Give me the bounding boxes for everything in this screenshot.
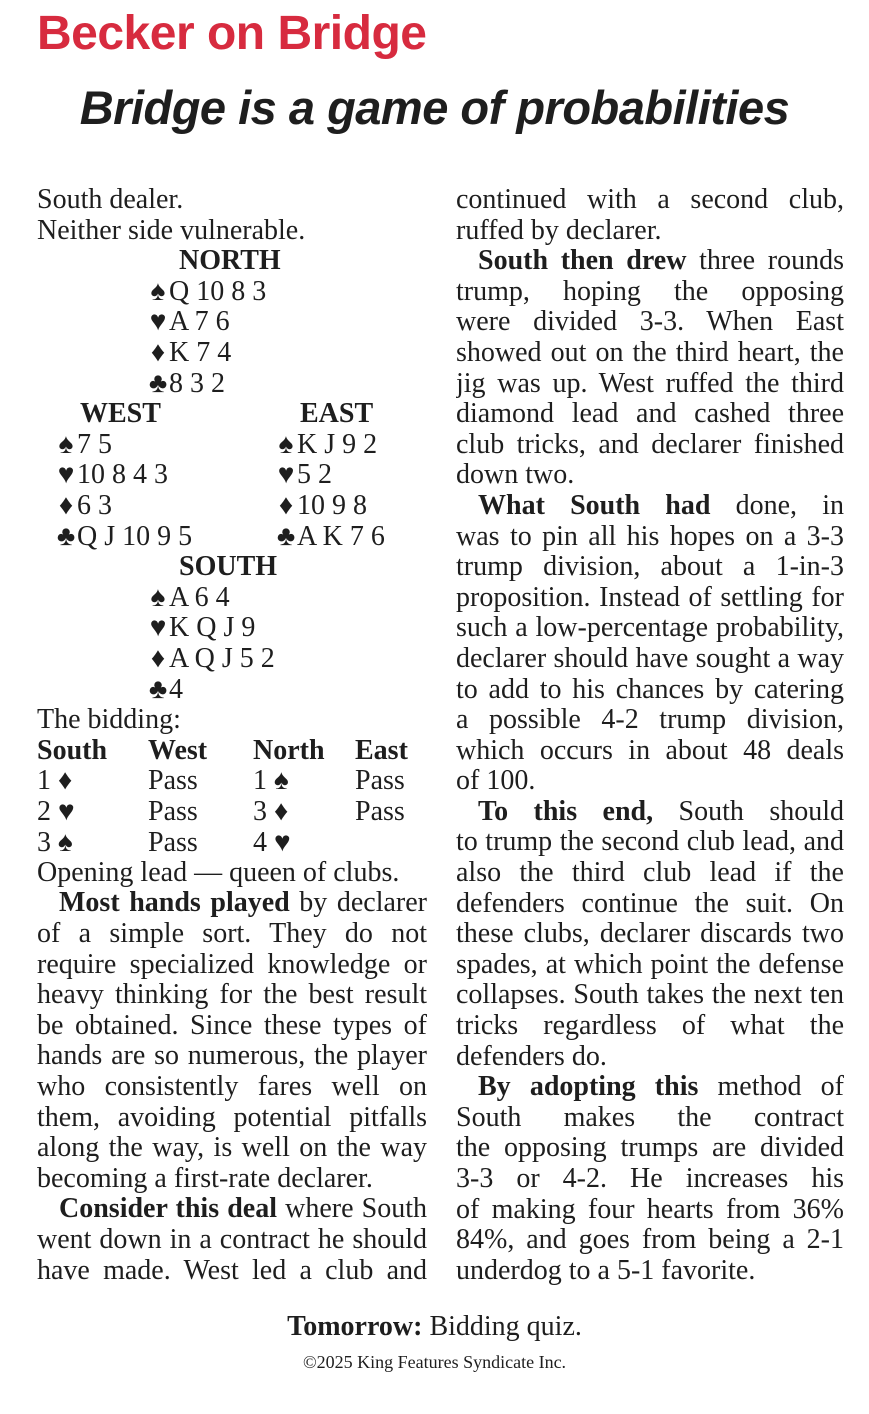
article-line: [37, 1164, 427, 1195]
article-line-text: South makes the contract: [456, 1102, 844, 1133]
bid-cell: 2 ♥: [37, 795, 75, 827]
spade-icon: ♠: [150, 275, 166, 307]
article-line-text: who consistently fares well on: [37, 1071, 427, 1102]
article-line: [456, 766, 844, 797]
deal-diagram: [37, 246, 427, 766]
spade-icon: ♠: [278, 428, 294, 460]
article-line-text: to add to his chances by catering: [456, 674, 844, 705]
bid-cell: 3 ♠: [37, 826, 73, 858]
article-line: [456, 1225, 844, 1256]
article-line: [456, 705, 844, 736]
article-line: [456, 369, 844, 400]
article-line-text: be obtained. Since these types of: [37, 1010, 427, 1041]
tomorrow-text: Bidding quiz.: [422, 1311, 582, 1342]
club-icon: ♣: [148, 367, 168, 399]
hand-row: [147, 583, 277, 614]
article-line: [456, 552, 844, 583]
article-line-text: method of: [717, 1072, 844, 1103]
paragraph-lead-in: South then drew: [478, 246, 687, 277]
article-line: [456, 858, 844, 889]
spade-icon: ♠: [58, 428, 74, 460]
east-diamonds: 10 9 8: [297, 489, 367, 521]
club-icon: ♣: [276, 520, 296, 552]
hand-row: [147, 307, 281, 338]
bidding-column-north: [253, 736, 325, 858]
hand-row: [147, 613, 277, 644]
paragraph-lead-in: Consider this deal: [59, 1194, 277, 1225]
article-line-text: becoming a first-rate declarer.: [37, 1162, 373, 1194]
article-line: [456, 399, 844, 430]
seat-label-east: EAST: [300, 398, 374, 430]
hand-west: [55, 399, 192, 552]
hand-east: [275, 399, 385, 552]
article-line: [456, 522, 844, 553]
south-clubs: 4: [169, 673, 183, 705]
article-line: [456, 430, 844, 461]
article-line-text: declarer should have sought a way: [456, 643, 844, 674]
article-line: [37, 1041, 427, 1072]
east-hearts: 5 2: [297, 459, 332, 491]
article-line-text: showed out on the third heart, the: [456, 337, 844, 368]
article-line: [456, 736, 844, 767]
bid-cell: Pass: [355, 765, 405, 797]
bid-cell: Pass: [148, 795, 198, 827]
article-line-text: have made. West led a club and: [37, 1255, 427, 1286]
hand-row: [55, 491, 192, 522]
article-line-text: 84%, and goes from being a 2-1: [456, 1225, 844, 1256]
article-line-text: of 100.: [456, 765, 536, 797]
hand-row: [147, 277, 281, 308]
hand-row: [147, 369, 281, 400]
article-line-text: which occurs in about 48 deals: [456, 735, 844, 766]
article-line-text: trump, hoping the opposing: [456, 276, 844, 307]
diamond-icon: ♦: [150, 642, 166, 674]
bid-cell: Pass: [148, 826, 198, 858]
article-line: [456, 277, 844, 308]
footer-tomorrow: [0, 1311, 869, 1343]
article-line: [37, 1072, 427, 1103]
east-spades: K J 9 2: [297, 428, 378, 460]
bid-cell: 1 ♦: [37, 765, 73, 797]
article-line-text: done, in: [735, 490, 844, 521]
heart-icon: ♥: [277, 459, 295, 491]
bidding-column-west: [148, 736, 207, 858]
article-line: [456, 613, 844, 644]
west-diamonds: 6 3: [77, 489, 112, 521]
club-icon: ♣: [56, 520, 76, 552]
article-line: [456, 185, 844, 216]
article-line: [456, 1011, 844, 1042]
opening-lead: Opening lead — queen of clubs.: [37, 856, 400, 888]
article-line: [456, 980, 844, 1011]
paragraph-lead-in: Most hands played: [59, 888, 290, 919]
bidding-column-south: [37, 736, 107, 858]
hand-row: [275, 522, 385, 553]
article-line-text: to trump the second club lead, and: [456, 827, 844, 858]
bid-cell: 3 ♦: [253, 795, 289, 827]
masthead: Becker on Bridge: [37, 7, 427, 60]
article-line: [456, 1103, 844, 1134]
article-line: [456, 338, 844, 369]
hand-row: [147, 644, 277, 675]
diamond-icon: ♦: [278, 489, 294, 521]
article-line-text: of a simple sort. They do not: [37, 918, 427, 949]
article-line-text: trump division, about a 1-in-3: [456, 552, 844, 583]
article-line: [456, 216, 844, 247]
south-spades: A 6 4: [169, 581, 230, 613]
south-diamonds: A Q J 5 2: [169, 642, 275, 674]
hand-row: [275, 460, 385, 491]
tomorrow-label: Tomorrow:: [287, 1311, 423, 1342]
article-line-text: jig was up. West ruffed the third: [456, 368, 844, 399]
article-line-text: a possible 4-2 trump division,: [456, 705, 844, 736]
article-line-text: also the third club lead if the: [456, 858, 844, 889]
article-line: [456, 1256, 844, 1287]
article-line: [37, 1133, 427, 1164]
hand-row: [147, 338, 281, 369]
west-clubs: Q J 10 9 5: [77, 520, 193, 552]
article-line-text: tricks regardless of what the: [456, 1011, 844, 1042]
bidding-header: South: [37, 734, 108, 766]
article-line-text: where South: [276, 1194, 427, 1225]
copyright: ©2025 King Features Syndicate Inc.: [302, 1352, 567, 1372]
right-column: [456, 185, 844, 1286]
article-line-text: these clubs, declarer discards two: [456, 919, 844, 950]
deal-info-vulnerability: Neither side vulnerable.: [37, 214, 306, 246]
article-line: [456, 644, 844, 675]
article-line: [456, 950, 844, 981]
heart-icon: ♥: [149, 306, 167, 338]
west-hearts: 10 8 4 3: [77, 459, 168, 491]
paragraph-lead-in: To this end,: [478, 796, 654, 827]
east-clubs: A K 7 6: [297, 520, 385, 552]
article-line: [456, 246, 844, 277]
article-line-text: heavy thinking for the best result: [37, 980, 427, 1011]
article-line: [37, 1225, 427, 1256]
article-line: [456, 889, 844, 920]
article-line: [456, 797, 844, 828]
bid-cell: 4 ♥: [253, 826, 291, 858]
article-line: [456, 460, 844, 491]
hand-row: [147, 675, 277, 706]
article-line: [456, 1042, 844, 1073]
bidding-column-east: [355, 736, 408, 858]
heart-icon: ♥: [149, 612, 167, 644]
article-line: [37, 1103, 427, 1134]
article-line-text: 3-3 or 4-2. He increases his: [456, 1164, 844, 1194]
article-line-text: were divided 3-3. When East: [456, 307, 844, 338]
north-spades: Q 10 8 3: [169, 275, 267, 307]
hand-south: [147, 552, 277, 705]
article-line-text: ruffed by declarer.: [456, 214, 662, 246]
bid-cell: Pass: [148, 765, 198, 797]
article-line-text: defenders do.: [456, 1040, 607, 1072]
bid-cell: 1 ♠: [253, 765, 289, 797]
hand-row: [275, 430, 385, 461]
article-line: [456, 1164, 844, 1195]
article-line: [37, 1256, 427, 1287]
article-line-text: South should: [678, 796, 844, 827]
article-line: [37, 1011, 427, 1042]
article-line-text: of making four hearts from 36%: [456, 1194, 844, 1225]
article-line: [456, 919, 844, 950]
article-line: [37, 980, 427, 1011]
north-diamonds: K 7 4: [169, 336, 232, 368]
bidding-title: The bidding:: [37, 704, 181, 736]
hand-row: [55, 460, 192, 491]
article-line-text: went down in a contract he should: [37, 1224, 427, 1255]
north-hearts: A 7 6: [169, 306, 230, 338]
bid-cell: Pass: [355, 795, 405, 827]
article-line: [456, 1133, 844, 1164]
article-line-text: collapses. South takes the next ten: [456, 980, 844, 1011]
seat-label-south: SOUTH: [179, 551, 278, 583]
article-line-text: diamond lead and cashed three: [456, 399, 844, 430]
paragraph-lead-in: By adopting this: [478, 1072, 699, 1103]
article-line-text: proposition. Instead of settling for: [456, 582, 844, 613]
article-line-text: was to pin all his hopes on a 3-3: [456, 521, 844, 552]
article-line-text: by declarer: [299, 888, 427, 919]
north-clubs: 8 3 2: [169, 367, 225, 399]
bid-cell: [355, 828, 408, 859]
article-line: [456, 1072, 844, 1103]
seat-label-west: WEST: [80, 398, 161, 430]
article-line-text: require specialized knowledge or: [37, 949, 427, 980]
article-line: [37, 950, 427, 981]
left-column: [37, 185, 427, 1286]
article-line-text: spades, at which point the defense: [456, 949, 844, 980]
south-hearts: K Q J 9: [169, 612, 256, 644]
hand-row: [55, 430, 192, 461]
headline: Bridge is a game of probabilities: [79, 81, 790, 134]
article-line: [456, 827, 844, 858]
article-line-text: such a low-percentage probability,: [456, 613, 844, 644]
article-line-text: down two.: [456, 459, 575, 491]
article-line-text: club tricks, and declarer finished: [456, 429, 844, 460]
article-line-text: defenders continue the suit. On: [456, 888, 844, 919]
article-line: [456, 491, 844, 522]
article-line: [456, 675, 844, 706]
article-right-body: [456, 185, 844, 1286]
bidding-table: [37, 736, 427, 858]
article-line-text: three rounds: [699, 246, 844, 277]
article-line-text: underdog to a 5-1 favorite.: [456, 1254, 756, 1286]
bidding-header: East: [355, 734, 408, 766]
diamond-icon: ♦: [58, 489, 74, 521]
diamond-icon: ♦: [150, 336, 166, 368]
article-line: [456, 583, 844, 614]
hand-north: [147, 246, 281, 399]
deal-info-dealer: South dealer.: [37, 184, 184, 215]
article-line-text: along the way, is well on the way: [37, 1133, 427, 1164]
article-line-text: continued with a second club,: [456, 185, 844, 215]
article-line: [456, 1195, 844, 1226]
club-icon: ♣: [148, 673, 168, 705]
article-line-text: the opposing trumps are divided: [456, 1133, 844, 1164]
bidding-header: West: [148, 734, 208, 766]
hand-row: [275, 491, 385, 522]
hand-row: [55, 522, 192, 553]
paragraph-lead-in: What South had: [478, 490, 711, 521]
article-line: [37, 888, 427, 919]
heart-icon: ♥: [57, 459, 75, 491]
article-line: [37, 1194, 427, 1225]
article-line-text: them, avoiding potential pitfalls: [37, 1102, 427, 1133]
bidding-header: North: [253, 734, 325, 766]
article-left-body: [37, 888, 427, 1286]
article-line-text: hands are so numerous, the player: [37, 1041, 427, 1072]
article-line: [456, 307, 844, 338]
article-line: [37, 919, 427, 950]
west-spades: 7 5: [77, 428, 112, 460]
seat-label-north: NORTH: [179, 245, 281, 277]
spade-icon: ♠: [150, 581, 166, 613]
